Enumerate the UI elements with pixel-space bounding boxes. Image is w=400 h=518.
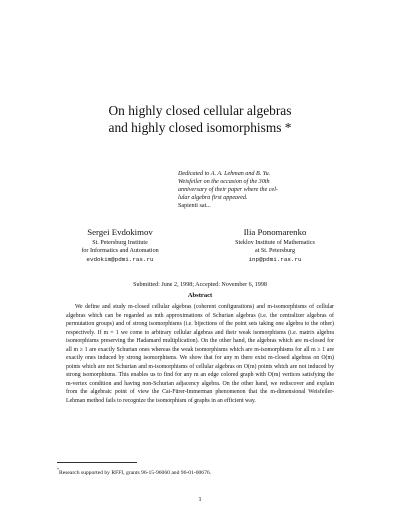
author-name: Sergei Evdokimov <box>87 227 153 237</box>
author-block-evdokimov <box>55 226 185 264</box>
footnote-divider <box>57 462 137 463</box>
author-block-ponomarenko <box>210 226 340 264</box>
title-line-2: and highly closed isomorphisms * <box>108 120 292 135</box>
page-number: 1 <box>198 496 202 503</box>
dedication-motto: Sapienti sat... <box>178 203 211 210</box>
author-name: Ilia Ponomarenko <box>243 227 307 237</box>
author-affiliation: Steklov Institute of Mathematics <box>235 240 315 246</box>
author-affiliation: St. Petersburg Institute <box>92 240 148 246</box>
footnote-marker: * <box>57 467 59 472</box>
dedication-line: Dedicated to A. A. Lehman and B. Yu. <box>178 171 271 177</box>
title-line-1: On highly closed cellular algebras <box>108 103 292 118</box>
dedication <box>178 170 343 210</box>
author-email: inp@pdmi.ras.ru <box>248 255 302 263</box>
submission-dates: Submitted: June 2, 1998; Accepted: November 6, 1998 <box>133 282 267 288</box>
footnote-text: Research supported by RFFI, grants 96-15-96060 and 96-01-00676. <box>59 469 212 476</box>
footnote <box>57 466 347 477</box>
abstract-heading: Abstract <box>187 292 213 299</box>
dedication-line: anniversary of their paper where the cel- <box>178 187 278 194</box>
dedication-line: Weisfeiler on the occasion of the 30th <box>178 179 270 186</box>
paper-title <box>60 102 340 136</box>
abstract-text: We define and study m-closed cellular algebras (coherent configurations) and m-isomorphisms of cellular algebras which can be regarded as mth approximations of Schurian algebras (i.e. the centralizer algebras of permutation groups) and of strong isomorphisms (i.e. bijections of the point sets taking one algebra to the other) respectively. If m = 1 we come to arbitrary cellular algebras and their weak isomorphisms (i.e. matrix algebra isomorphisms preserving the Hadamard multiplication). On the other hand, the algebras which are m-closed for all m ≥ 1 are exactly Schurian ones whereas the weak isomorphisms which are m-isomorphisms for all m ≥ 1 are exactly ones induced by strong isomorphisms. We show that for any m there exist m-closed algebras on O(m) points which are not Schurian and m-isomorphisms of cellular algebras on O(m) points which are not induced by strong isomorphisms. This enables us to find for any m an edge colored graph with O(m) vertices satisfying the m-vertex condition and having non-Schurian adjacency algebra. On the other hand, we rediscover and explain from the algebraic point of view the Cai-Fürer-Immerman phenomenon that the m-dimensional Weisfeiler-Lehman method fails to recognize the isomorphism of graphs in an efficient way. <box>66 304 334 404</box>
dedication-line: lular algebra first appeared. <box>178 195 248 202</box>
author-affiliation: at St. Petersburg <box>254 248 295 255</box>
author-email: evdokim@pdmi.ras.ru <box>86 255 154 263</box>
author-affiliation: for Informatics and Automation <box>81 248 159 255</box>
